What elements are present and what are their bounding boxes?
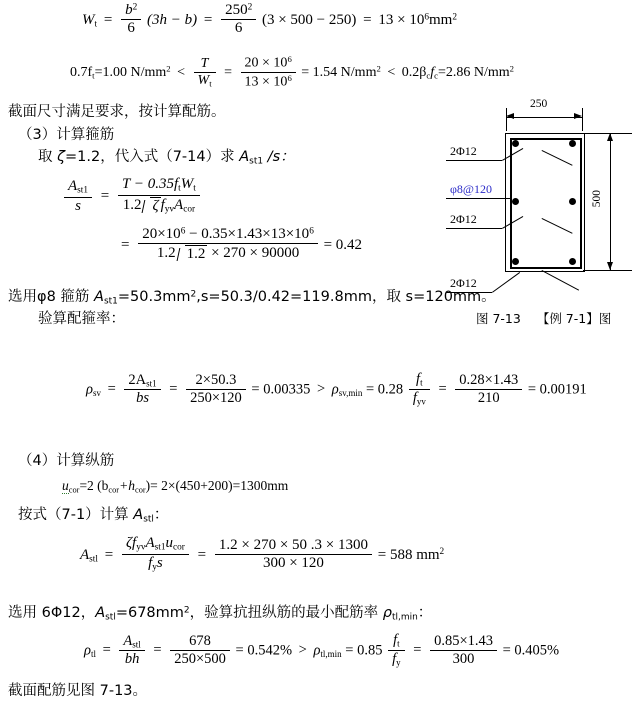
ast1-den2-sqrt [176, 245, 208, 262]
rhotl-f2-num: 678 [189, 633, 211, 650]
p4-mid: =50.3mm [117, 289, 191, 305]
rhosv-f1-num: 2A [128, 371, 147, 388]
wt-fraction-2 [221, 3, 256, 36]
check-left-sub: t [92, 70, 95, 81]
check-left-val: =1.00 N/mm [94, 65, 167, 81]
rhotl-min-lhs: ρ [313, 642, 321, 659]
equation-ucor [62, 479, 288, 495]
wt-symbol: W [82, 11, 95, 28]
p8-a: A [95, 605, 106, 621]
astl-f1-den-sub: y [152, 562, 157, 573]
rhotl-f3-num: f [393, 632, 398, 649]
astl-f1-num-z: ζf [125, 535, 137, 552]
wt-symbol-sub: t [94, 19, 98, 30]
ast1-den-coef: 1.2 [122, 197, 142, 214]
dim-width-arrow-right [574, 113, 582, 119]
ast1-rhs-num: T − 0.35f [122, 176, 179, 193]
p8-mid: =678mm [115, 605, 184, 621]
rhotl-f1-den: bh [119, 650, 144, 667]
check-right-sup: 2 [509, 63, 514, 74]
wt-factor1: (3h − b) [146, 11, 198, 28]
rhotl-val1: = 0.542% [235, 642, 293, 659]
wt-den2: 6 [221, 19, 256, 36]
leader-top-rebar [446, 160, 502, 161]
rhosv-f1-den: bs [124, 389, 160, 406]
check-den2: 13 × 10 [244, 73, 288, 89]
ucor-sub2: cor [108, 485, 120, 495]
astl-f1-num-a: A [145, 535, 155, 552]
leader-stirrup [446, 198, 512, 199]
p4-a-sub: st1 [103, 296, 118, 307]
rhosv-lhs-sub: sv [92, 387, 101, 398]
p4-a: A [94, 289, 104, 305]
check-right-val: =2.86 N/mm [437, 65, 510, 81]
rhotl-f4-num: 0.85×1.43 [434, 633, 493, 650]
figure-caption-title: 【例 7-1】图 [536, 311, 612, 326]
rhosv-result: = 0.00191 [527, 381, 587, 398]
rhotl-result: = 0.405% [502, 642, 560, 659]
wt-num2: 250 [225, 2, 248, 19]
rhosv-min-sub: sv,min [338, 387, 363, 398]
check-right-sub1: c [426, 70, 431, 81]
astl-result: = 588 mm [377, 546, 440, 563]
ast1-den2-rest: × 270 × 90000 [207, 245, 300, 262]
rhosv-f4-den: 210 [455, 389, 522, 406]
p8-mid2: ，验算抗扭纵筋的最小配筋率 [189, 605, 383, 621]
paragraph-check-stirrup-ratio: 验算配箍率： [38, 311, 125, 327]
p3-zeta: ζ [57, 149, 65, 165]
check-frac-num: T [200, 55, 209, 71]
rhotl-f1-num: A [123, 632, 133, 649]
rhosv-min-lhs: ρ [331, 381, 339, 398]
wt-fraction-1 [121, 3, 141, 36]
rhosv-val1: = 0.00335 [251, 381, 311, 398]
rhotl-min-sub: tl,min [320, 648, 342, 659]
check-fraction-num [241, 55, 296, 89]
rebar-top-right [569, 140, 576, 147]
paragraph-choose-stirrup [8, 288, 496, 308]
rhotl-lhs: ρ [84, 642, 91, 659]
leader-mid-rebar [446, 228, 502, 229]
rhosv-coef: = 0.28 [366, 381, 404, 398]
p8-rho: ρ [382, 605, 392, 621]
p8-a-sub: stl [105, 612, 116, 623]
check-right-sub2: c [434, 70, 438, 81]
label-mid-rebar: 2Φ12 [450, 212, 477, 226]
ast1-den-sqrt [141, 197, 160, 214]
label-bottom-rebar: 2Φ12 [450, 276, 477, 290]
leader-bottom-rebar-slant [492, 272, 520, 293]
ast1-lhs-num: A [68, 177, 78, 194]
astl-f2-den: 300 × 120 [215, 554, 372, 571]
rhotl-coef: = 0.85 [345, 642, 383, 659]
rhotl-fraction-4 [430, 634, 497, 666]
dim-ext-left [506, 117, 507, 131]
wt-num1-sup: 2 [132, 2, 138, 13]
p4-sup: 2 [190, 289, 197, 300]
rhotl-f3-den-sub: y [396, 657, 401, 668]
astl-f1-num-sub2: st1 [154, 542, 166, 553]
astl-f1-den-s: s [156, 555, 163, 572]
dim-height-text: 500 [591, 190, 603, 208]
wt-unit: mm [428, 11, 453, 28]
ast1-num2-rest: − 0.35×1.43×13×10 [185, 226, 310, 243]
astl-f1-den-f: f [148, 555, 153, 572]
paragraph-choose-longitudinal [8, 604, 432, 624]
ucor-sub: cor [68, 485, 80, 495]
ast1-rhs-fraction [118, 177, 200, 215]
check-right-f: f [430, 65, 435, 81]
astl-fraction-2 [215, 538, 372, 571]
label-top-rebar: 2Φ12 [450, 144, 477, 158]
paragraph-see-figure: 截面配筋见图 7-13。 [8, 683, 148, 699]
p7-a-sub: stl [143, 514, 154, 525]
paragraph-formula-7-1 [18, 506, 168, 526]
rhosv-f2-num: 2×50.3 [195, 372, 237, 389]
wt-den1: 6 [121, 19, 141, 36]
ast1-result: = 0.42 [323, 236, 363, 253]
rhosv-f3-den: f [412, 389, 417, 406]
ast1-num2: 20×10 [142, 226, 181, 243]
ast1-lhs-num-sub: st1 [77, 185, 89, 196]
ast1-lhs-fraction [64, 179, 92, 214]
astl-fraction-1 [122, 536, 189, 573]
check-den2-sup: 6 [287, 72, 292, 83]
equation-wt: $W_t$ = $\frac{b^2}{6}$ (3h − b) = $\frac{250^2}{6}$ $(3 \times 500 - 250) = 13 \times 10^6mm^2$ [82, 2, 457, 37]
leader-bottomright-slant [542, 270, 580, 291]
label-stirrup: φ8@120 [450, 182, 492, 196]
check-fraction-tw [194, 57, 216, 88]
rhotl-fraction-2 [170, 634, 230, 666]
ast1-den2-sqrt-content: 1.2 [186, 246, 206, 263]
wt-unit-sup: 2 [452, 12, 457, 23]
ast1-den-a: A [174, 197, 184, 214]
check-frac-den: W [197, 72, 210, 88]
check-mid-sup: 2 [376, 63, 381, 74]
p7-a: A [133, 507, 144, 523]
ast1-num2-sup: 6 [180, 226, 186, 237]
figure-caption [476, 309, 611, 327]
rhosv-f3-num: f [416, 371, 421, 388]
ast1-den2-coef: 1.2 [156, 245, 176, 262]
ast1-num2-rest-sup: 6 [309, 226, 314, 237]
heading-step-4: （4）计算纵筋 [18, 453, 115, 469]
check-left-sup: 2 [166, 63, 171, 74]
rebar-bottom-right [569, 258, 576, 265]
ast1-den-sqrt-content: ζ [152, 198, 159, 215]
ast1-rhs-num-w: W [180, 176, 194, 193]
ucor-body: =2 (b [79, 478, 109, 493]
astl-lhs-sub: stl [89, 554, 98, 565]
rhosv-f3-den-sub: yv [416, 396, 426, 407]
wt-num1: b [125, 2, 133, 19]
equation-rho-tl: $\rho_{tl}$ = $\frac{A_{stl}}{bh}$ = $\frac{678}{250\times 500}$ = $0.542\% > \rho_{tl,min} = 0.85$ $\frac{f_t}{f_y}$ = $\frac{0.85\times 1.43}{300}$ = 0.405% [84, 632, 560, 668]
ast1-lhs-den: s [64, 197, 92, 214]
figure-cross-section [452, 95, 638, 335]
dim-width-line [506, 117, 582, 118]
check-rel1: < [177, 65, 186, 81]
ast1-rhs-num-sub: t [178, 183, 181, 194]
astl-f1-num-u: u [165, 535, 174, 552]
rhotl-f4-den: 300 [430, 650, 497, 667]
p4-mid2: ,s=50.3/0.42=119.8mm，取 s=120mm。 [196, 289, 496, 305]
check-mid-val: = 1.54 N/mm [301, 65, 377, 81]
ucor-symbol: u [62, 478, 69, 493]
check-frac-den-sub: t [209, 78, 212, 88]
leader-bottom-rebar [446, 292, 492, 293]
dim-height-ext-bottom [583, 270, 607, 271]
astl-f1-num-sub3: cor [173, 542, 185, 553]
rhotl-fraction-3 [388, 633, 405, 667]
rebar-mid-right [569, 198, 576, 205]
p4-pre: 选用 [8, 289, 37, 305]
check-rel2: < [387, 65, 396, 81]
rhosv-fraction-4 [455, 373, 522, 405]
ast1-den-f: f [160, 197, 165, 214]
p4-phi: φ8 箍筋 [37, 289, 95, 305]
heading-step-3: （3）计算箍筋 [18, 127, 115, 143]
p7-pre: 按式（7-1）计算 [18, 507, 134, 523]
rebar-bottom-left [512, 258, 519, 265]
rhotl-f2-den: 250×500 [170, 650, 230, 667]
equation-ast1-numeric: = $\frac{20\times 10^6 - 0.35\times 1.43\times 13\times 10^6}{1.2 1.2 \times 270 \times 90000}$ = 0.42 [121, 226, 363, 263]
rhotl-f1-num-sub: stl [132, 639, 141, 650]
rhosv-fraction-2 [186, 373, 246, 405]
p8-post: ： [417, 605, 433, 621]
ucor-sub3: cor [134, 485, 146, 495]
ast1-numeric-fraction [138, 227, 318, 262]
dim-ext-right [582, 117, 583, 131]
ucor-body2: +h [119, 478, 135, 493]
equation-astl: $A_{stl}$ = $\frac{\zeta f_{yv}A_{st1}u_{cor}}{f_ys}$ = $\frac{1.2 \times 270 \times 50 .3 \times 1300}{300 \times 120}$ = 588 $mm^2$ [80, 535, 445, 573]
astl-f1-num-sub1: yv [136, 542, 146, 553]
rhotl-rel: > [298, 642, 307, 659]
rebar-mid-left [512, 198, 519, 205]
check-num2: 20 × 10 [244, 55, 288, 71]
dim-width-arrow-left [506, 113, 514, 119]
rhosv-f4-num: 0.28×1.43 [459, 372, 519, 389]
rhosv-f1-num-sub: st1 [146, 378, 157, 389]
p3-a-sub: st1 [249, 156, 264, 167]
p7-post: ： [153, 507, 169, 523]
p8-rho-sub: tl,min [391, 612, 418, 623]
dim-width-text: 250 [530, 98, 548, 110]
rhotl-f3-num-sub: t [397, 638, 400, 649]
rhosv-f2-den: 250×120 [186, 389, 246, 406]
ast1-den-f-sub: yv [164, 204, 175, 215]
p3-mid: =1.2，代入式（7-14）求 [65, 149, 240, 165]
rebar-top-left [512, 140, 519, 147]
p8-pre: 选用 6Φ12， [8, 605, 96, 621]
equation-ast1-over-s: $\frac{A_{st1}}{s}$ = $\frac{T - 0.35f_tW_t}{1.2 \zeta f_{yv}A_{cor}}$ [62, 178, 202, 216]
rhotl-lhs-sub: tl [90, 648, 96, 659]
wt-result-sup: 6 [424, 12, 429, 23]
check-right: 0.2β [401, 65, 427, 81]
p3-a: A [239, 149, 250, 165]
p3-pre: 取 [38, 149, 58, 165]
ucor-body3: )= 2×(450+200)=1300mm [145, 478, 289, 493]
rhosv-fraction-1 [124, 373, 160, 406]
ast1-rhs-num-w-sub: t [193, 183, 196, 194]
p8-sup: 2 [183, 605, 190, 616]
dim-height-line [610, 133, 611, 270]
astl-f2-num: 1.2 × 270 × 50 .3 × 1300 [218, 537, 368, 554]
wt-factor2: (3 × 500 − 250) [261, 11, 357, 28]
rhosv-rel: > [316, 381, 326, 398]
figure-caption-number: 图 7-13 [476, 311, 521, 326]
equation-rho-sv: $\rho_{sv}$ = $\frac{2A_{st1}}{bs}$ = $\frac{2\times 50.3}{250\times 120}$ = $0.00335 > \rho_{sv,min} = 0.28$ $\frac{f_t}{f_{yv}}$ = $\frac{0.28\times 1.43}{210}$ = 0.00191 [86, 371, 587, 407]
rhosv-f3-num-sub: t [420, 377, 423, 388]
paragraph-zeta-intro [38, 148, 295, 168]
check-left: 0.7f [70, 65, 93, 81]
wt-result: 13 × 10 [378, 11, 425, 28]
rhotl-fraction-1 [119, 634, 144, 667]
dim-height-ext-top [583, 133, 607, 134]
check-eq1: = [224, 65, 233, 81]
rhosv-fraction-3 [409, 372, 430, 406]
p3-post: /s： [263, 149, 295, 165]
rhosv-lhs: ρ [86, 381, 93, 398]
wt-num2-sup: 2 [247, 2, 253, 13]
dim-height-arrow-bottom [607, 262, 613, 270]
dim-height-arrow-top [607, 133, 613, 141]
paragraph-section-ok: 截面尺寸满足要求，按计算配筋。 [8, 104, 226, 120]
ast1-den-a-sub: cor [183, 204, 196, 215]
astl-lhs: A [80, 546, 90, 563]
check-num2-sup: 6 [287, 54, 292, 65]
equation-section-check [70, 56, 514, 90]
rhotl-f3-den: f [392, 650, 397, 667]
astl-result-sup: 2 [439, 547, 445, 558]
